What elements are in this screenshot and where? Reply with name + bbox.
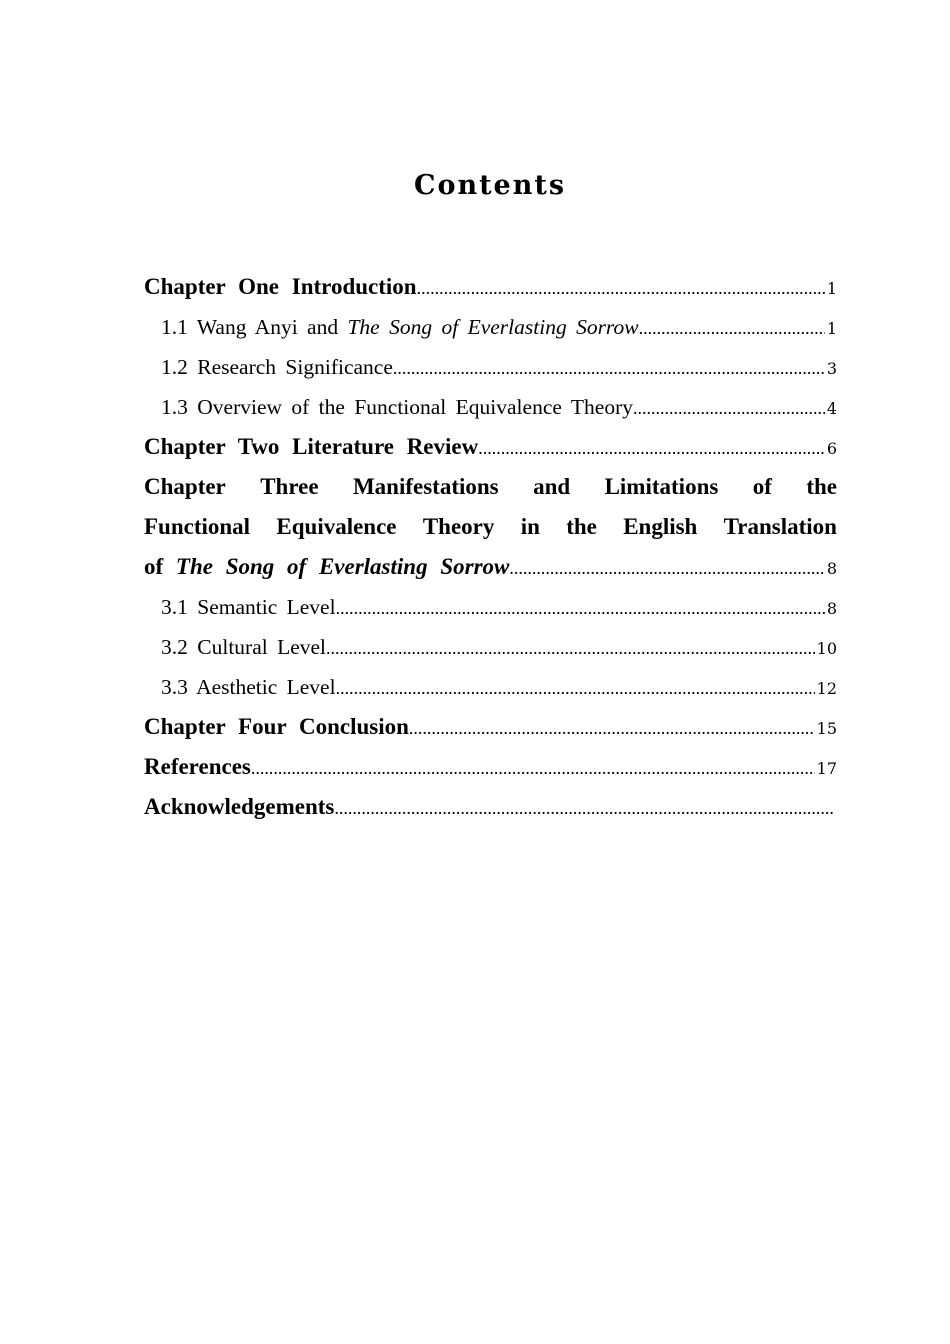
word: Three (260, 474, 319, 499)
toc-entry-references[interactable] (144, 747, 837, 787)
toc-entry-label: References (144, 754, 251, 779)
toc-entry-acknowledgements[interactable] (144, 787, 837, 827)
word: and (533, 474, 571, 499)
word: English (623, 514, 698, 539)
dot-leader (639, 308, 825, 348)
toc-entry-label (144, 547, 509, 587)
toc-entry-label: 3.1 Semantic Level (161, 595, 336, 619)
toc-page-number: 15 (816, 719, 837, 738)
dot-leader (633, 388, 825, 428)
toc-entry-3-2[interactable] (144, 627, 837, 667)
toc-entry-label: 3.3 Aesthetic Level (161, 675, 336, 699)
dot-leader (336, 668, 815, 708)
dot-leader (336, 588, 825, 628)
word: Chapter (144, 474, 226, 499)
dot-leader (334, 788, 835, 828)
toc-entry-label-italic: The Song of Everlasting Sorrow (175, 554, 510, 579)
page-title: Contents (413, 170, 567, 201)
toc-entry-3-3[interactable] (144, 667, 837, 707)
word: Translation (723, 514, 837, 539)
toc-page-number: 1 (826, 279, 837, 298)
toc-entry-chapter-one[interactable] (144, 267, 837, 307)
toc-page-number: 10 (816, 639, 837, 658)
word: Functional (144, 514, 251, 539)
toc-entry-label: 1.3 Overview of the Functional Equivalence Theory (161, 395, 633, 419)
word: the (806, 474, 837, 499)
toc-entry-chapter-three-line-2 (144, 507, 837, 547)
toc-entry-chapter-three-line-3 (144, 547, 837, 587)
toc-page-number: 6 (826, 439, 837, 458)
word: Theory (422, 514, 495, 539)
dot-leader (478, 428, 825, 468)
toc-entry-label-italic: The Song of Everlasting Sorrow (347, 315, 639, 339)
table-of-contents (144, 267, 837, 827)
toc-entry-1-3[interactable] (144, 387, 837, 427)
toc-entry-label-prefix: of (144, 554, 176, 579)
toc-entry-3-1[interactable] (144, 587, 837, 627)
toc-entry-label: 1.2 Research Significance (161, 355, 393, 379)
word: Equivalence (276, 514, 397, 539)
word: of (752, 474, 772, 499)
word: Limitations (604, 474, 719, 499)
toc-page-number: 8 (826, 599, 837, 618)
toc-page-number: 12 (816, 679, 837, 698)
toc-page-number: 1 (826, 319, 837, 338)
word: Manifestations (352, 474, 499, 499)
toc-page-number: 3 (826, 359, 837, 378)
toc-entry-label (161, 307, 639, 347)
dot-leader (251, 748, 815, 788)
toc-page-number: 8 (826, 559, 837, 578)
toc-entry-chapter-three-line-1 (144, 467, 837, 507)
word: the (566, 514, 597, 539)
toc-entry-chapter-two[interactable] (144, 427, 837, 467)
toc-entry-chapter-four[interactable] (144, 707, 837, 747)
toc-page-number: 4 (826, 399, 837, 418)
dot-leader (509, 548, 824, 588)
toc-entry-label: 3.2 Cultural Level (161, 635, 327, 659)
dot-leader (417, 268, 825, 308)
toc-entry-label: Chapter Four Conclusion (144, 714, 409, 739)
toc-entry-chapter-three[interactable] (144, 467, 837, 587)
toc-entry-1-2[interactable] (144, 347, 837, 387)
toc-entry-label-prefix: 1.1 Wang Anyi and (161, 315, 348, 339)
toc-entry-label: Acknowledgements (144, 794, 335, 819)
word: in (520, 514, 540, 539)
toc-page-number: 17 (816, 759, 837, 778)
dot-leader (326, 628, 815, 668)
toc-entry-1-1[interactable] (144, 307, 837, 347)
toc-entry-label: Chapter One Introduction (144, 274, 417, 299)
dot-leader (393, 348, 825, 388)
dot-leader (409, 708, 815, 748)
toc-entry-label: Chapter Two Literature Review (144, 434, 479, 459)
